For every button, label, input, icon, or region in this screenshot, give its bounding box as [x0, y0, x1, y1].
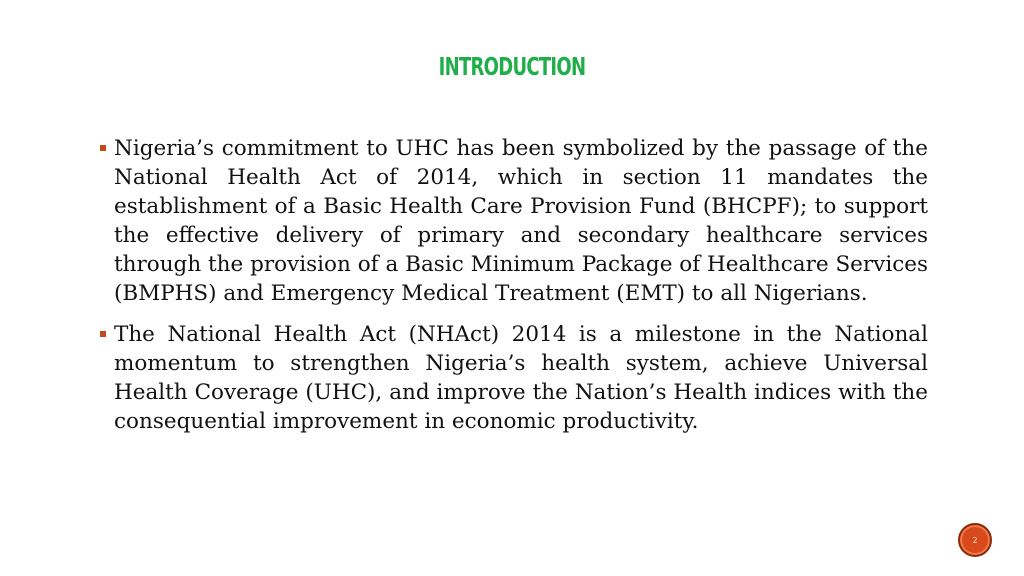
bullet-square-icon [100, 331, 106, 337]
bullet-text: The National Health Act (NHAct) 2014 is a milestone in the National momentum to strengthen Nigeria’s health system, achieve Universal Health Coverage (UHC), and improve the Nation’s Health indices with the consequential improvement in economic productivity. [114, 322, 928, 434]
bullet-item [98, 320, 928, 436]
bullet-square-icon [100, 145, 106, 151]
bullet-item [98, 134, 928, 308]
page-number: 2 [972, 535, 978, 545]
bullet-list [98, 134, 928, 448]
page-number-badge [958, 523, 992, 557]
bullet-text: Nigeria’s commitment to UHC has been symbolized by the passage of the National Health Act of 2014, which in section 11 mandates the establishment of a Basic Health Care Provision Fund (BHCPF); to support the effective delivery of primary and secondary healthcare services through the provision of a Basic Minimum Package of Healthcare Services (BMPHS) and Emergency Medical Treatment (EMT) to all Nigerians. [114, 136, 928, 306]
slide-title: INTRODUCTION [438, 52, 586, 81]
